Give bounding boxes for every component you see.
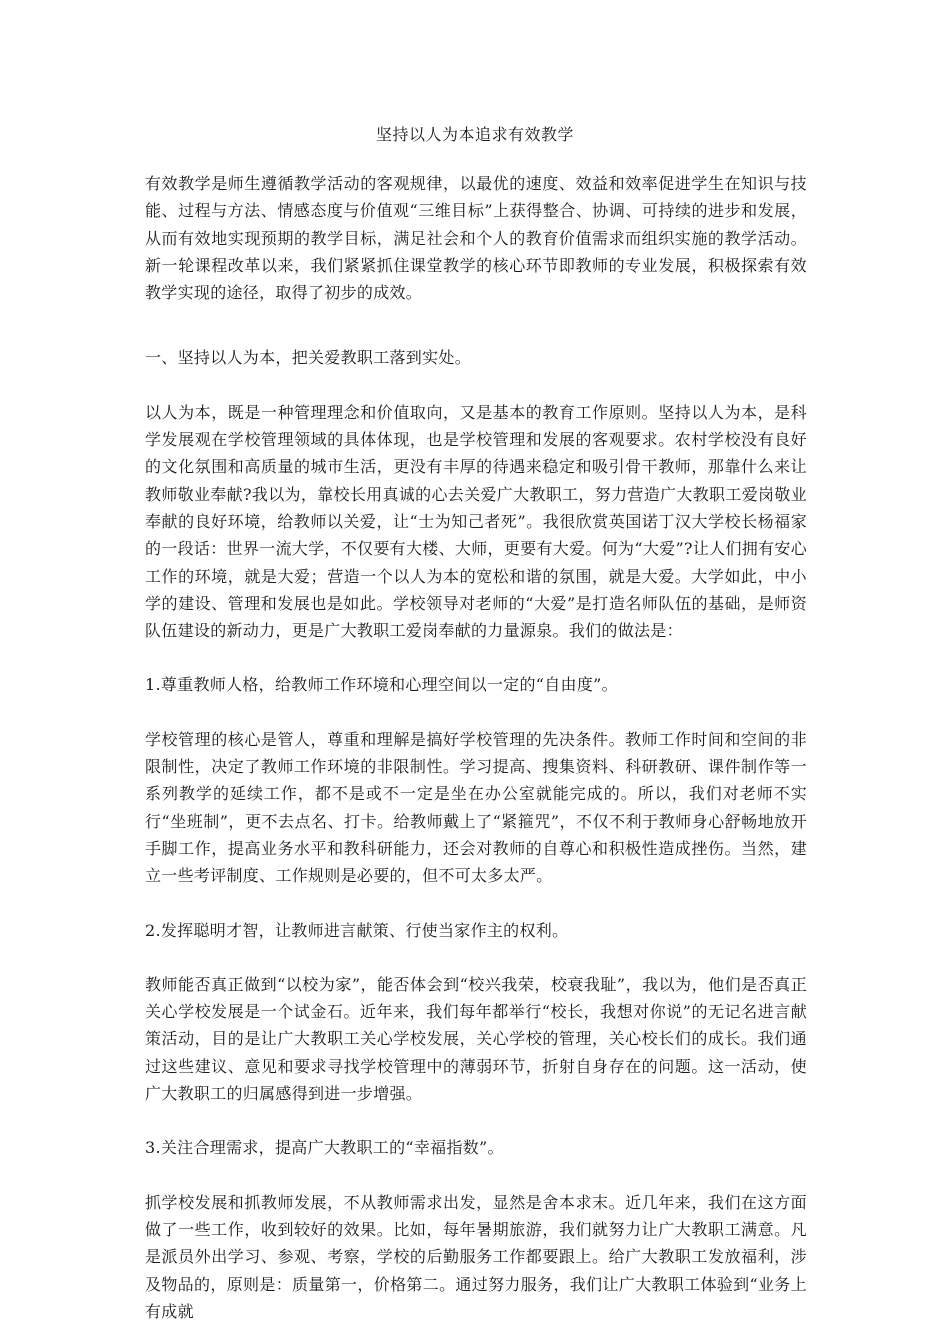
paragraph-intro: 有效教学是师生遵循教学活动的客观规律，以最优的速度、效益和效率促进学生在知识与技能、过程与方法、情感态度与价值观“三维目标”上获得整合、协调、可持续的进步和发展，从而有效地实现预期的教学目标，满足社会和个人的教育价值需求而组织实施的教学活动。新一轮课程改革以来，我们紧紧抓住课堂教学的核心环节即教师的专业发展，积极探索有效教学实现的途径，取得了初步的成效。 [145, 174, 807, 303]
document-body [145, 170, 807, 1325]
subheading-3: 3.关注合理需求，提高广大教职工的“幸福指数”。 [145, 1138, 504, 1158]
subheading-1: 1.尊重教师人格，给教师工作环境和心理空间以一定的“自由度”。 [145, 675, 618, 695]
paragraph-needs: 抓学校发展和抓教师发展，不从教师需求出发，显然是舍本求末。近几年来，我们在这方面做了一些工作，收到较好的效果。比如，每年暑期旅游，我们就努力让广大教职工满意。凡是派员外出学习、参观、考察，学校的后勤服务工作都要跟上。给广大教职工发放福利，涉及物品的，原则是：质量第一，价格第二。通过努力服务，我们让广大教职工体验到“业务上有成就 [145, 1192, 807, 1321]
paragraph-suggestions: 教师能否真正做到“以校为家”，能否体会到“校兴我荣，校衰我耻”，我以为，他们是否真正关心学校发展是一个试金石。近年来，我们每年都举行“校长，我想对你说”的无记名进言献策活动，目的是让广大教职工关心学校发展，关心学校的管理，关心校长们的成长。我们通过这些建议、意见和要求寻找学校管理中的薄弱环节，折射自身存在的问题。这一活动，使广大教职工的归属感得到进一步增强。 [145, 974, 807, 1104]
paragraph-respect-teachers: 学校管理的核心是管人，尊重和理解是搞好学校管理的先决条件。教师工作时间和空间的非限制性，决定了教师工作环境的非限制性。学习提高、搜集资料、科研教研、课件制作等一系列教学的延续工作，都不是或不一定是坐在办公室就能完成的。所以，我们对老师不实行“坐班制”，更不去点名、打卡。给教师戴上了“紧箍咒”，不仅不利于教师身心舒畅地放开手脚工作，提高业务水平和教科研能力，还会对教师的自尊心和积极性造成挫伤。当然，建立一些考评制度、工作规则是必要的，但不可太多太严。 [145, 729, 807, 886]
paragraph-people-oriented: 以人为本，既是一种管理理念和价值取向，又是基本的教育工作原则。坚持以人为本，是科学发展观在学校管理领域的具体体现，也是学校管理和发展的客观要求。农村学校没有良好的文化氛围和高质量的城市生活，更没有丰厚的待遇来稳定和吸引骨干教师，那靠什么来让教师敬业奉献?我以为，靠校长用真诚的心去关爱广大教职工，努力营造广大教职工爱岗敬业奉献的良好环境，给教师以关爱，让“士为知己者死”。我很欣赏英国诺丁汉大学校长杨福家的一段话：世界一流大学，不仅要有大楼、大师，更要有大爱。何为“大爱”?让人们拥有安心工作的环境，就是大爱；营造一个以人为本的宽松和谐的氛围，就是大爱。大学如此，中小学的建设、管理和发展也是如此。学校领导对老师的“大爱”是打造名师队伍的基础，是师资队伍建设的新动力，更是广大教职工爱岗奉献的力量源泉。我们的做法是： [145, 402, 807, 641]
section-heading-1: 一、坚持以人为本，把关爱教职工落到实处。 [145, 348, 472, 368]
document-title: 坚持以人为本追求有效教学 [375, 125, 574, 144]
subheading-2: 2.发挥聪明才智，让教师进言献策、行使当家作主的权利。 [145, 920, 569, 940]
